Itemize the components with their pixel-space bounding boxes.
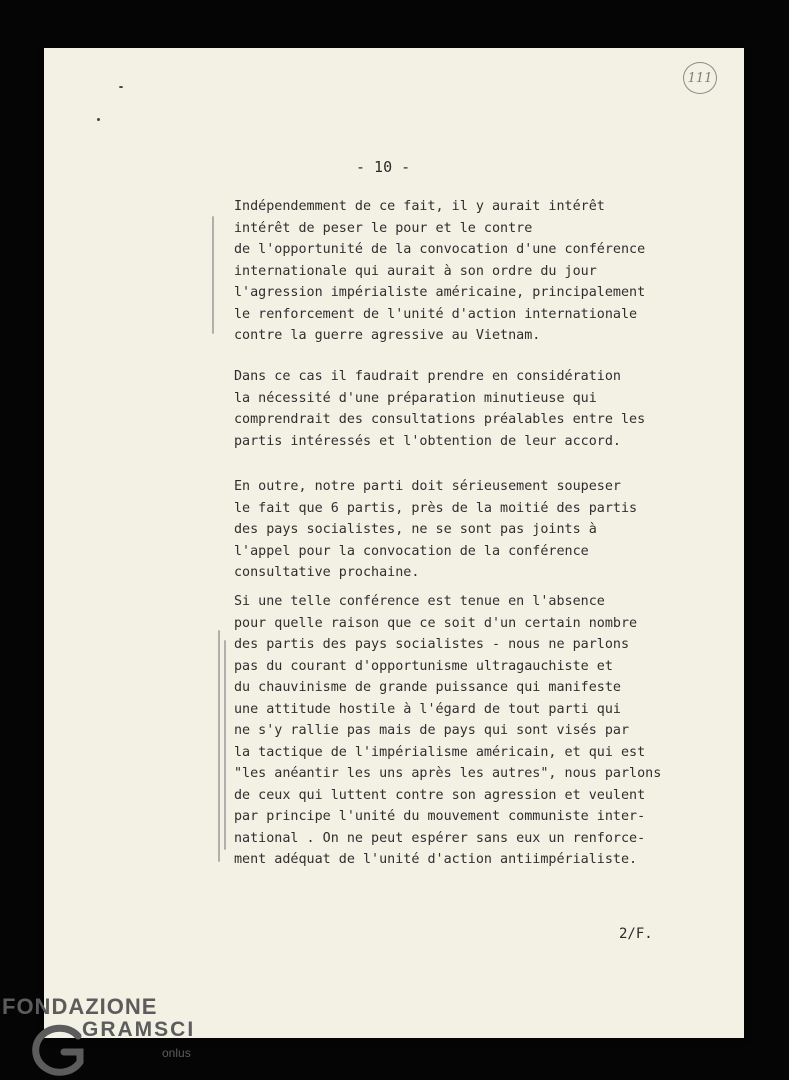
text-line: consultative prochaine.	[234, 565, 420, 580]
text-line: pour quelle raison que ce soit d'un certain nombre	[234, 615, 638, 631]
text-line: contre la guerre agressive au Vietnam.	[234, 328, 541, 343]
ink-speck	[119, 86, 123, 88]
gramsci-logo-icon	[30, 1022, 90, 1078]
text-line: des pays socialistes, ne se sont pas joints à	[234, 522, 597, 537]
continuation-mark: 2/F.	[619, 926, 653, 942]
page-number: - 10 -	[356, 158, 411, 176]
document-page	[44, 48, 744, 1038]
text-line: par principe l'unité du mouvement communiste inter-	[234, 809, 646, 824]
text-line: le renforcement de l'unité d'action internationale	[234, 306, 638, 322]
text-line: national . On ne peut espérer sans eux un renforce-	[234, 830, 646, 846]
text-line: En outre, notre parti doit sérieusement soupeser	[234, 479, 621, 494]
text-line: ment adéquat de l'unité d'action antiimpérialiste.	[234, 852, 638, 867]
text-line: comprendrait des consultations préalables entre les	[234, 412, 646, 427]
text-line: "les anéantir les uns après les autres", nous parlons	[234, 766, 662, 781]
text-line: l'appel pour la convocation de la conférence	[234, 543, 589, 559]
text-line: Si une telle conférence est tenue en l'absence	[234, 594, 605, 609]
text-line: de ceux qui luttent contre son agression et veulent	[234, 787, 646, 803]
paragraph-3	[234, 476, 637, 584]
archive-number-stamp: 111	[683, 62, 717, 94]
text-line: partis intéressés et l'obtention de leur accord.	[234, 433, 621, 449]
text-line: pas du courant d'opportunisme ultragauchiste et	[234, 658, 613, 674]
paragraph-4	[234, 591, 661, 871]
pencil-margin-mark	[224, 640, 226, 850]
text-line: Dans ce cas il faudrait prendre en considération	[234, 369, 621, 384]
text-line: ne s'y rallie pas mais de pays qui sont visés par	[234, 723, 630, 738]
text-line: une attitude hostile à l'égard de tout parti qui	[234, 701, 621, 717]
text-line: la tactique de l'impérialisme américain, et qui est	[234, 744, 646, 760]
watermark-line2: GRAMSCI	[82, 1018, 196, 1041]
fondazione-gramsci-watermark	[0, 994, 200, 1080]
pencil-margin-mark	[212, 216, 214, 334]
text-line: de l'opportunité de la convocation d'une conférence	[234, 242, 646, 257]
text-line: internationale qui aurait à son ordre du jour	[234, 263, 597, 279]
text-line: la nécessité d'une préparation minutieuse qui	[234, 390, 597, 406]
text-line: du chauvinisme de grande puissance qui manifeste	[234, 680, 621, 695]
text-line: l'agression impérialiste américaine, principalement	[234, 285, 646, 300]
pencil-margin-mark	[218, 630, 220, 862]
text-line: intérêt de peser le pour et le contre	[234, 220, 533, 236]
text-line: Indépendemment de ce fait, il y aurait intérêt	[234, 199, 605, 214]
watermark-line1: FONDAZIONE	[2, 994, 158, 1019]
paragraph-1	[234, 196, 645, 347]
watermark-suffix: onlus	[162, 1046, 191, 1060]
ink-speck	[97, 118, 100, 121]
text-line: le fait que 6 partis, près de la moitié des partis	[234, 500, 638, 516]
text-line: des partis des pays socialistes - nous ne parlons	[234, 637, 630, 652]
paragraph-2	[234, 366, 645, 452]
